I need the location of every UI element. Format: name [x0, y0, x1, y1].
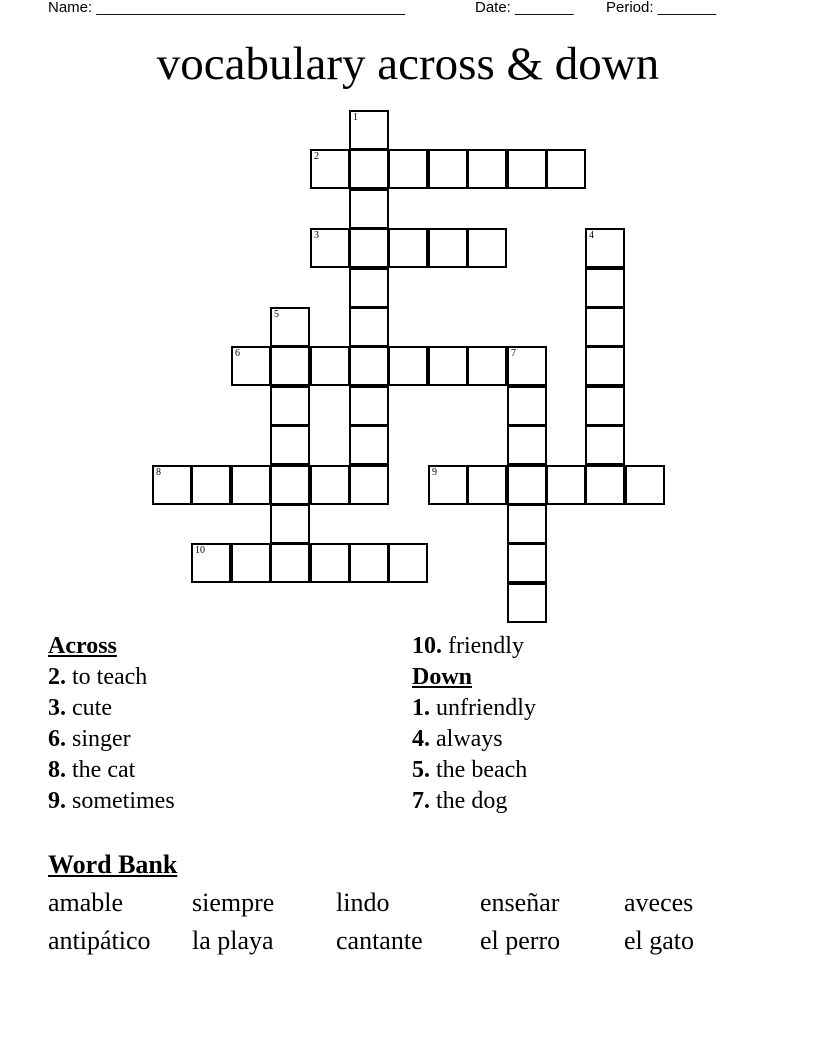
clue-item — [412, 693, 536, 724]
grid-cell[interactable] — [349, 425, 389, 465]
grid-cell[interactable] — [585, 425, 625, 465]
clues-column-left — [48, 631, 175, 817]
grid-cell[interactable] — [428, 465, 468, 505]
grid-cell[interactable] — [231, 346, 271, 386]
grid-cell[interactable] — [310, 228, 350, 268]
grid-cell[interactable] — [349, 543, 389, 583]
clue-text: the beach — [430, 757, 528, 783]
grid-cell[interactable] — [270, 386, 310, 426]
grid-cell[interactable] — [467, 228, 507, 268]
clue-text: always — [430, 726, 503, 752]
clue-num: 5. — [412, 757, 430, 783]
across-heading: Across — [48, 633, 117, 659]
down-heading: Down — [412, 664, 473, 690]
grid-cell[interactable] — [507, 346, 547, 386]
grid-cell[interactable] — [349, 465, 389, 505]
clue-num: 2. — [48, 664, 66, 690]
grid-cell[interactable] — [231, 543, 271, 583]
clue-item — [48, 693, 175, 724]
word-bank-word: enseñar — [480, 888, 560, 917]
clue-number: 7 — [511, 348, 516, 359]
grid-cell[interactable] — [507, 543, 547, 583]
grid-cell[interactable] — [310, 149, 350, 189]
grid-cell[interactable] — [270, 543, 310, 583]
clue-number: 4 — [589, 230, 594, 241]
clue-text: singer — [66, 726, 131, 752]
word-bank-word: siempre — [192, 888, 275, 917]
clue-item — [48, 755, 175, 786]
clue-item — [412, 786, 536, 817]
page-title: vocabulary across & down — [156, 38, 660, 90]
grid-cell[interactable] — [310, 346, 350, 386]
grid-cell[interactable] — [546, 149, 586, 189]
clue-num: 9. — [48, 788, 66, 814]
clue-num: 1. — [412, 695, 430, 721]
clue-item — [412, 755, 536, 786]
word-bank-word: el perro — [480, 926, 561, 955]
grid-cell[interactable] — [349, 228, 389, 268]
grid-cell[interactable] — [428, 346, 468, 386]
grid-cell[interactable] — [507, 386, 547, 426]
grid-cell[interactable] — [231, 465, 271, 505]
clue-text: sometimes — [66, 788, 175, 814]
clue-item — [412, 631, 536, 662]
grid-cell[interactable] — [428, 228, 468, 268]
clue-num: 6. — [48, 726, 66, 752]
clue-num: 3. — [48, 695, 66, 721]
period-line: Period: _______ — [606, 0, 717, 16]
grid-cell[interactable] — [270, 504, 310, 544]
word-bank-word: lindo — [336, 888, 390, 917]
clue-text: the dog — [430, 788, 508, 814]
clue-number: 5 — [274, 309, 279, 320]
clue-number: 2 — [314, 151, 319, 162]
word-bank-title: Word Bank — [48, 850, 178, 879]
grid-cell[interactable] — [388, 346, 428, 386]
grid-cell[interactable] — [388, 149, 428, 189]
clue-text: cute — [66, 695, 112, 721]
grid-cell[interactable] — [349, 346, 389, 386]
date-line: Date: _______ — [475, 0, 574, 16]
clue-text: unfriendly — [430, 695, 536, 721]
clue-num: 4. — [412, 726, 430, 752]
grid-cell[interactable] — [428, 149, 468, 189]
word-bank-word: aveces — [624, 888, 694, 917]
clue-text: friendly — [442, 633, 524, 659]
grid-cell[interactable] — [152, 465, 192, 505]
grid-cell[interactable] — [507, 504, 547, 544]
clue-item — [48, 724, 175, 755]
grid-cell[interactable] — [585, 465, 625, 505]
clue-item — [48, 786, 175, 817]
grid-cell[interactable] — [585, 228, 625, 268]
clue-number: 6 — [235, 348, 240, 359]
grid-cell[interactable] — [349, 149, 389, 189]
clues-column-right — [412, 631, 536, 817]
clue-text: the cat — [66, 757, 136, 783]
grid-cell[interactable] — [585, 307, 625, 347]
name-line: Name: _____________________________________ — [48, 0, 406, 16]
grid-cell[interactable] — [270, 425, 310, 465]
grid-cell[interactable] — [507, 465, 547, 505]
clue-number: 1 — [353, 112, 358, 123]
clue-num: 7. — [412, 788, 430, 814]
grid-cell[interactable] — [310, 465, 350, 505]
grid-cell[interactable] — [349, 189, 389, 229]
word-bank-word: el gato — [624, 926, 695, 955]
grid-cell[interactable] — [585, 268, 625, 308]
word-bank-word: amable — [48, 888, 124, 917]
grid-cell[interactable] — [585, 346, 625, 386]
grid-cell[interactable] — [191, 465, 231, 505]
grid-cell[interactable] — [467, 149, 507, 189]
grid-cell[interactable] — [270, 465, 310, 505]
grid-cell[interactable] — [270, 346, 310, 386]
grid-cell[interactable] — [467, 346, 507, 386]
word-bank-word: cantante — [336, 926, 423, 955]
grid-cell[interactable] — [349, 110, 389, 150]
grid-cell[interactable] — [310, 543, 350, 583]
clue-number: 3 — [314, 230, 319, 241]
grid-cell[interactable] — [349, 386, 389, 426]
grid-cell[interactable] — [349, 307, 389, 347]
clue-item — [48, 662, 175, 693]
grid-cell[interactable] — [270, 307, 310, 347]
grid-cell[interactable] — [388, 228, 428, 268]
clue-num: 8. — [48, 757, 66, 783]
grid-cell[interactable] — [585, 386, 625, 426]
clue-number: 10 — [195, 545, 205, 556]
clue-number: 8 — [156, 467, 161, 478]
word-bank-word: la playa — [192, 926, 274, 955]
grid-cell[interactable] — [625, 465, 665, 505]
clue-text: to teach — [66, 664, 148, 690]
grid-cell[interactable] — [546, 465, 586, 505]
clue-item — [412, 724, 536, 755]
grid-cell[interactable] — [507, 149, 547, 189]
clue-number: 9 — [432, 467, 437, 478]
grid-cell[interactable] — [349, 268, 389, 308]
grid-cell[interactable] — [191, 543, 231, 583]
clue-num: 10. — [412, 633, 442, 659]
grid-cell[interactable] — [507, 425, 547, 465]
grid-cell[interactable] — [467, 465, 507, 505]
word-bank-word: antipático — [48, 926, 151, 955]
grid-cell[interactable] — [388, 543, 428, 583]
grid-cell[interactable] — [507, 583, 547, 623]
